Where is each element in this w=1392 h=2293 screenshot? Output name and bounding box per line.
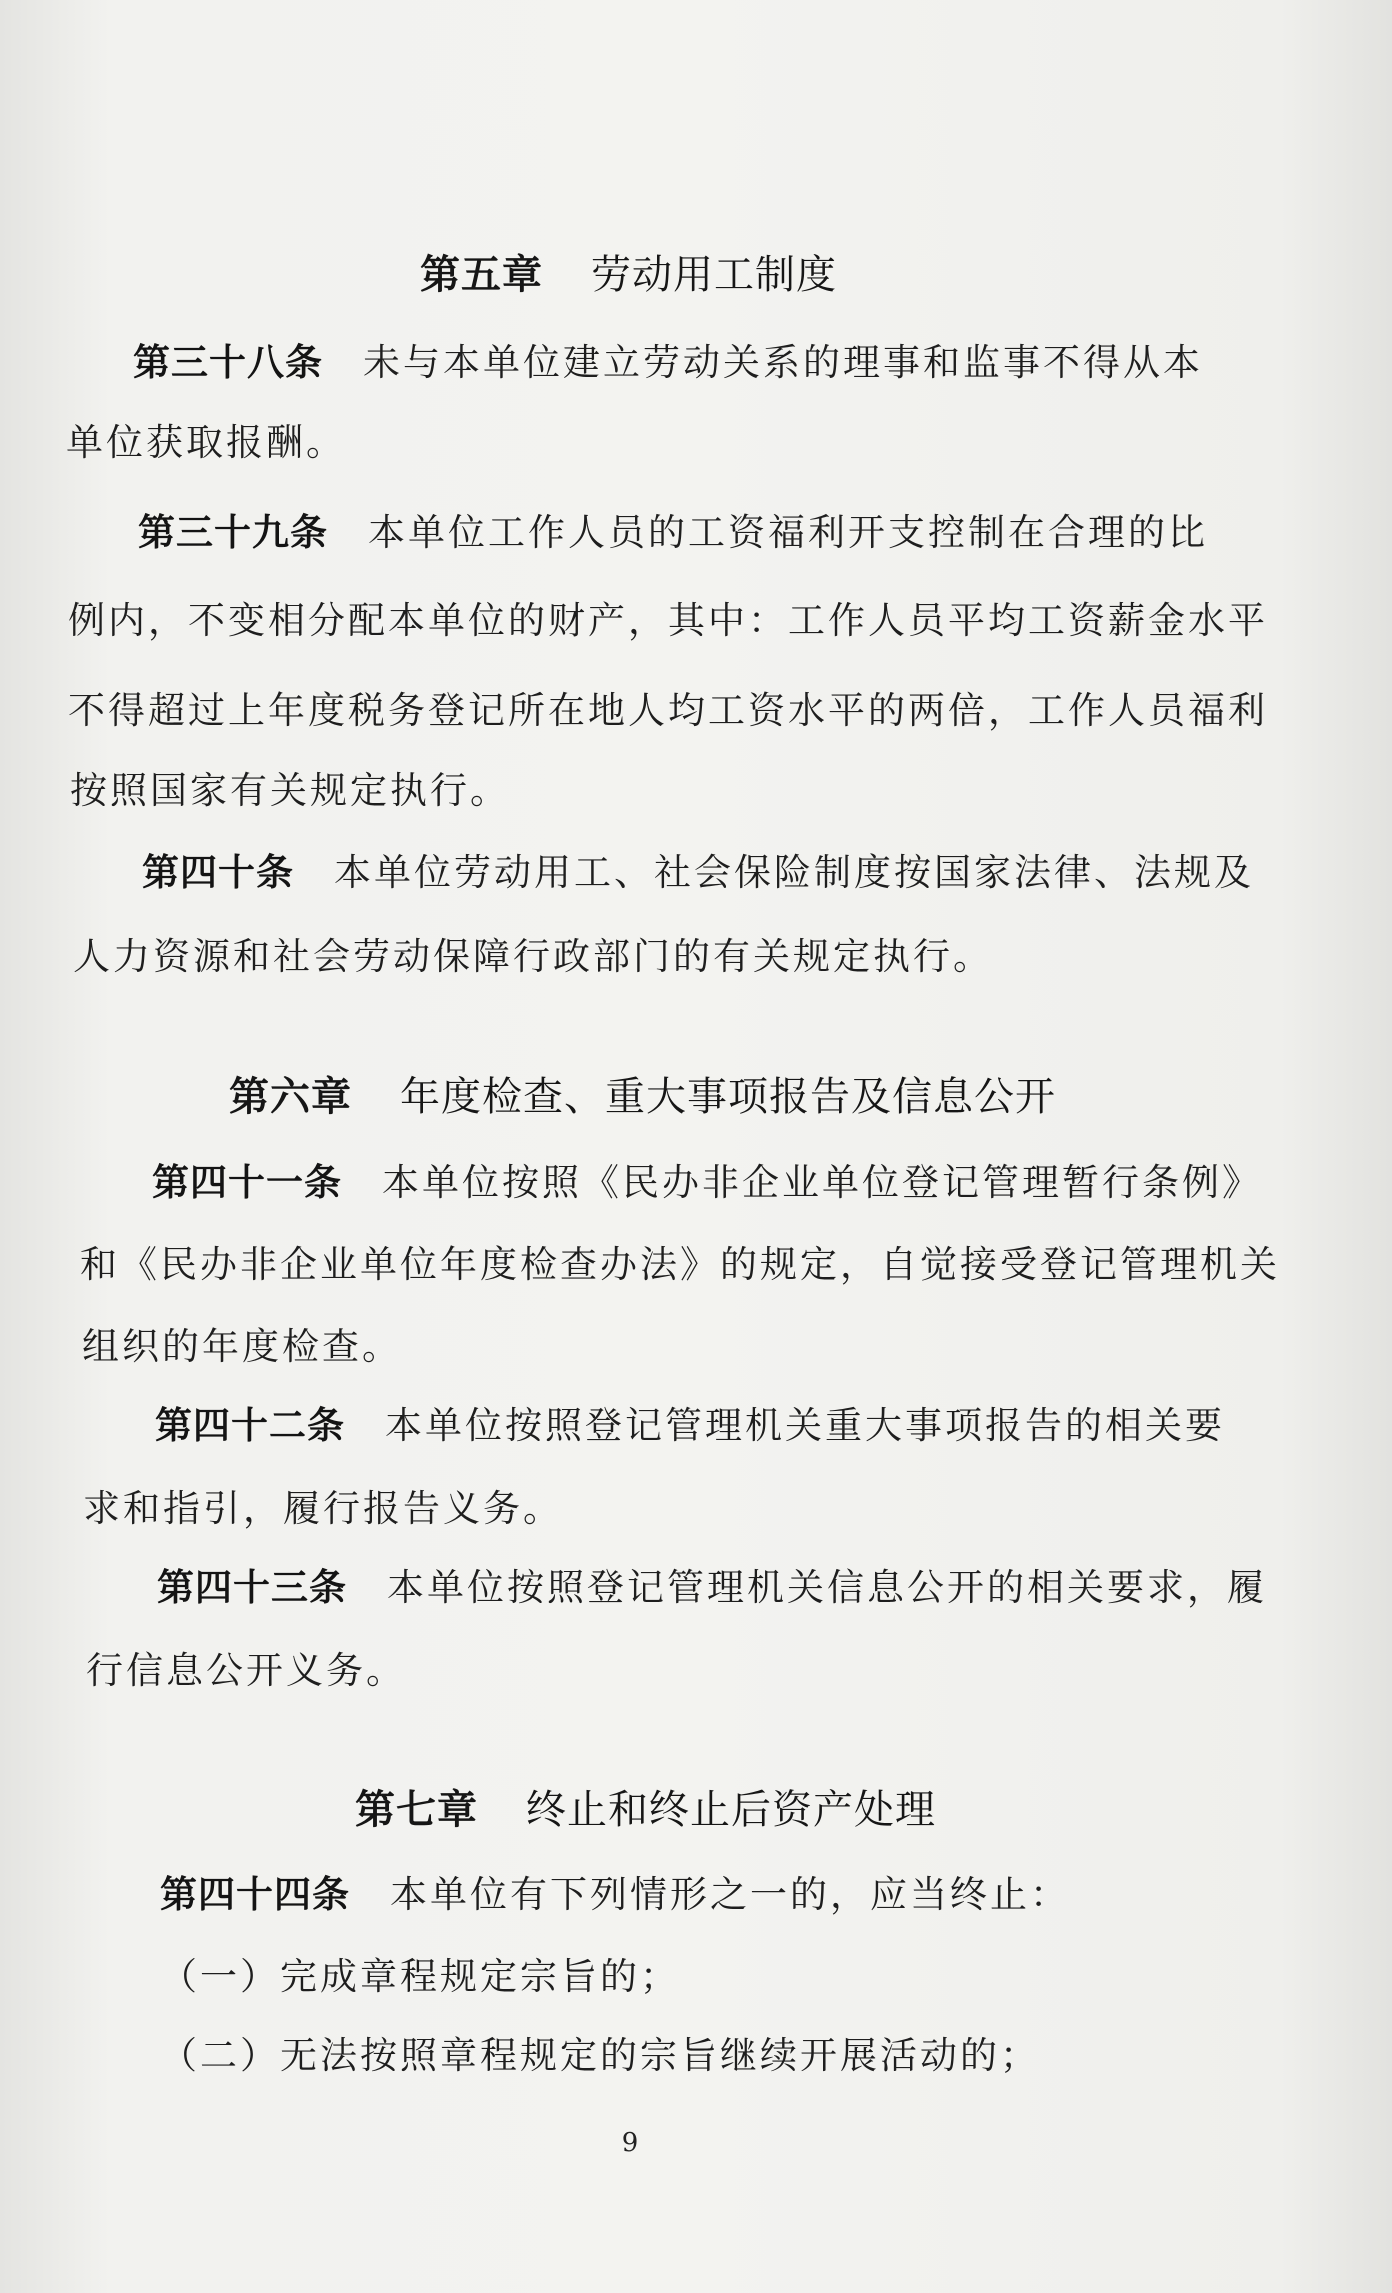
- chapter-5-heading: [420, 243, 837, 300]
- article-label: 第三十八条: [133, 341, 323, 384]
- article-44-item-1: （一）完成章程规定宗旨的；: [160, 1955, 680, 1998]
- article-41-line-2: 和《民办非企业单位年度检查办法》的规定，自觉接受登记管理机关: [80, 1243, 1280, 1286]
- chapter-number: 第五章: [420, 252, 543, 298]
- article-42-line-2: 求和指引，履行报告义务。: [83, 1487, 563, 1530]
- article-39-line-1: [138, 502, 1208, 556]
- article-41-line-3: 组织的年度检查。: [82, 1325, 402, 1368]
- article-38-line-1: [133, 332, 1203, 386]
- chapter-number: 第七章: [355, 1787, 478, 1833]
- article-label: 第三十九条: [138, 511, 328, 554]
- article-text: 本单位按照登记管理机关信息公开的相关要求，履: [387, 1566, 1267, 1609]
- chapter-6-heading: [229, 1065, 1056, 1122]
- chapter-title: 年度检查、重大事项报告及信息公开: [400, 1074, 1056, 1120]
- article-text: 本单位劳动用工、社会保险制度按国家法律、法规及: [334, 851, 1254, 894]
- article-39-line-4: 按照国家有关规定执行。: [70, 769, 510, 812]
- article-text: 本单位按照《民办非企业单位登记管理暂行条例》: [382, 1161, 1262, 1204]
- article-44-line-1: [160, 1864, 1070, 1918]
- article-44-item-2: （二）无法按照章程规定的宗旨继续开展活动的；: [160, 2034, 1040, 2077]
- article-42-line-1: [155, 1395, 1225, 1449]
- article-39-line-2: 例内，不变相分配本单位的财产，其中：工作人员平均工资薪金水平: [68, 599, 1268, 642]
- article-text: 本单位工作人员的工资福利开支控制在合理的比: [368, 511, 1208, 554]
- article-40-line-2: 人力资源和社会劳动保障行政部门的有关规定执行。: [73, 935, 993, 978]
- page-number: 9: [621, 2128, 639, 2158]
- article-text: 未与本单位建立劳动关系的理事和监事不得从本: [363, 341, 1203, 384]
- article-label: 第四十一条: [152, 1161, 342, 1204]
- article-38-line-2: 单位获取报酬。: [66, 421, 346, 464]
- article-label: 第四十条: [142, 851, 294, 894]
- article-43-line-1: [157, 1557, 1267, 1611]
- article-40-line-1: [142, 842, 1254, 896]
- chapter-number: 第六章: [229, 1074, 352, 1120]
- article-label: 第四十四条: [160, 1873, 350, 1916]
- chapter-7-heading: [355, 1778, 936, 1835]
- article-39-line-3: 不得超过上年度税务登记所在地人均工资水平的两倍，工作人员福利: [68, 689, 1268, 732]
- article-text: 本单位按照登记管理机关重大事项报告的相关要: [385, 1404, 1225, 1447]
- article-label: 第四十二条: [155, 1404, 345, 1447]
- article-label: 第四十三条: [157, 1566, 347, 1609]
- chapter-title: 终止和终止后资产处理: [526, 1787, 936, 1833]
- article-43-line-2: 行信息公开义务。: [86, 1649, 406, 1692]
- chapter-title: 劳动用工制度: [591, 252, 837, 298]
- article-41-line-1: [152, 1152, 1262, 1206]
- article-text: 本单位有下列情形之一的，应当终止：: [390, 1873, 1070, 1916]
